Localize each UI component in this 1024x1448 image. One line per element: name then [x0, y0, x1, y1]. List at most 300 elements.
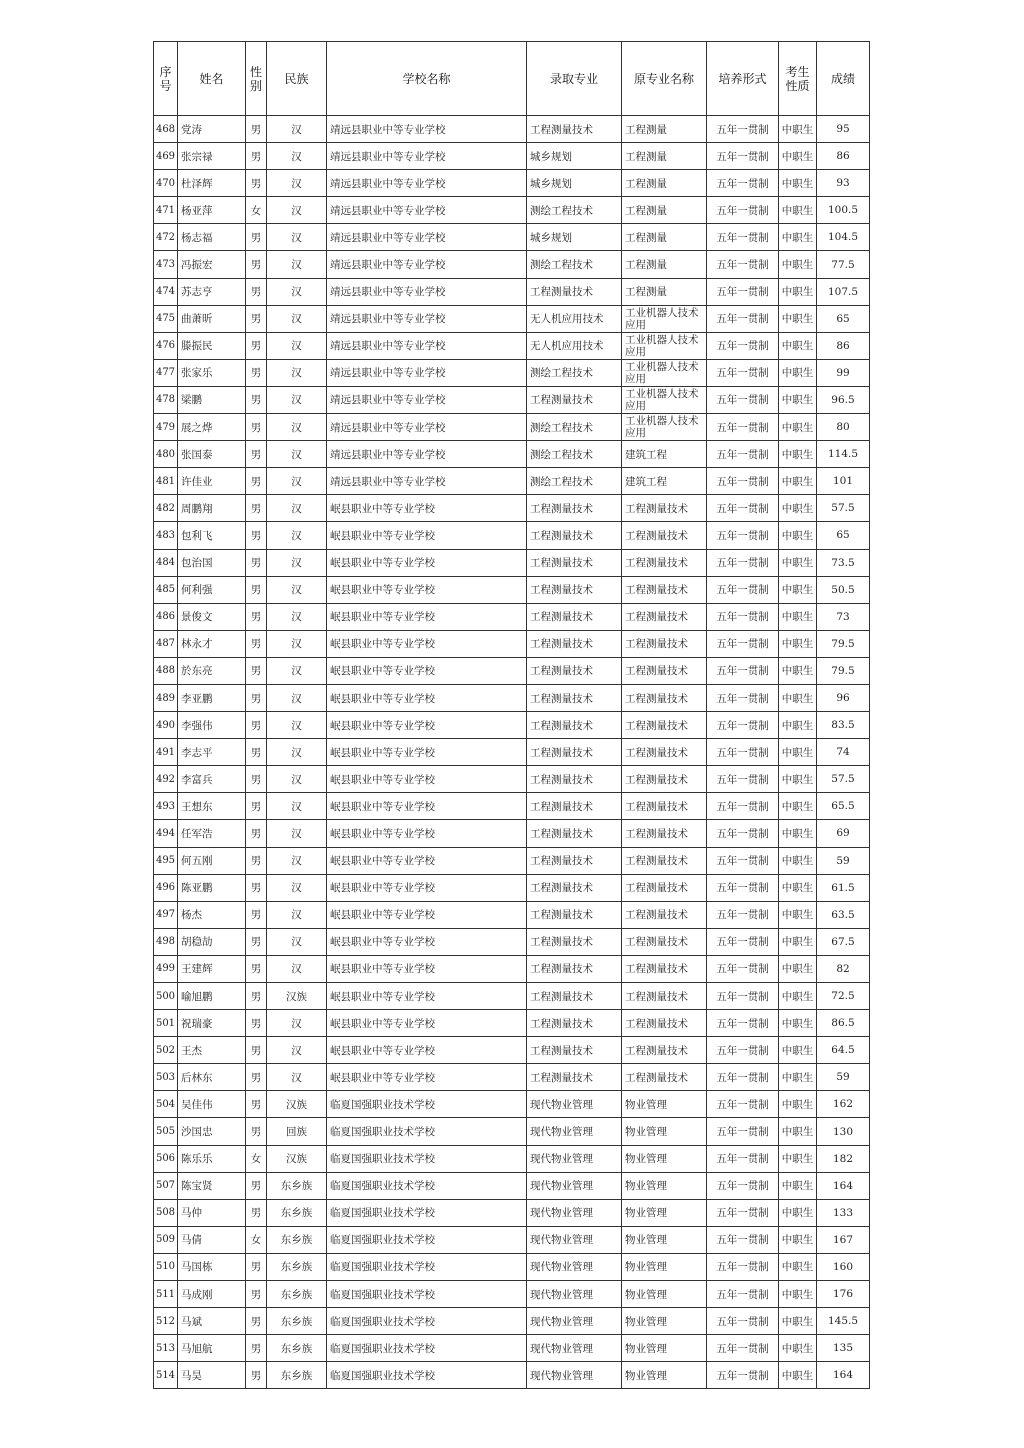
cell-admitted-major: 工程测量技术	[527, 739, 622, 766]
cell-original-major: 工程测量技术	[622, 603, 707, 630]
cell-candidate-type: 中职生	[779, 1091, 817, 1118]
cell-training-form: 五年一贯制	[707, 495, 779, 522]
cell-candidate-type: 中职生	[779, 549, 817, 576]
cell-candidate-type: 中职生	[779, 1037, 817, 1064]
table-row	[154, 414, 870, 441]
cell-candidate-type: 中职生	[779, 359, 817, 386]
cell-admitted-major: 工程测量技术	[527, 955, 622, 982]
cell-ethnicity: 汉族	[267, 1091, 327, 1118]
table-row	[154, 820, 870, 847]
cell-original-major: 工程测量技术	[622, 874, 707, 901]
header-original-major: 原专业名称	[622, 42, 707, 116]
header-score: 成绩	[817, 42, 870, 116]
cell-ethnicity: 东乡族	[267, 1226, 327, 1253]
cell-training-form: 五年一贯制	[707, 630, 779, 657]
cell-name: 张家乐	[178, 359, 246, 386]
cell-no: 513	[154, 1335, 178, 1362]
cell-school: 岷县职业中等专业学校	[327, 1064, 527, 1091]
table-row	[154, 1037, 870, 1064]
cell-ethnicity: 回族	[267, 1118, 327, 1145]
table-row	[154, 197, 870, 224]
cell-admitted-major: 工程测量技术	[527, 1037, 622, 1064]
cell-score: 99	[817, 359, 870, 386]
cell-training-form: 五年一贯制	[707, 1335, 779, 1362]
cell-training-form: 五年一贯制	[707, 305, 779, 332]
table-row	[154, 1362, 870, 1389]
cell-sex: 女	[246, 197, 267, 224]
cell-school: 岷县职业中等专业学校	[327, 712, 527, 739]
cell-sex: 男	[246, 386, 267, 413]
cell-original-major: 物业管理	[622, 1253, 707, 1280]
cell-candidate-type: 中职生	[779, 1010, 817, 1037]
cell-ethnicity: 汉	[267, 549, 327, 576]
cell-original-major: 工程测量技术	[622, 766, 707, 793]
cell-no: 493	[154, 793, 178, 820]
cell-training-form: 五年一贯制	[707, 468, 779, 495]
cell-score: 86.5	[817, 1010, 870, 1037]
cell-name: 陈乐乐	[178, 1145, 246, 1172]
cell-sex: 男	[246, 170, 267, 197]
cell-ethnicity: 汉	[267, 170, 327, 197]
cell-candidate-type: 中职生	[779, 901, 817, 928]
cell-sex: 男	[246, 576, 267, 603]
cell-training-form: 五年一贯制	[707, 414, 779, 441]
cell-candidate-type: 中职生	[779, 1118, 817, 1145]
table-row	[154, 170, 870, 197]
cell-school: 靖远县职业中等专业学校	[327, 143, 527, 170]
cell-no: 472	[154, 224, 178, 251]
table-row	[154, 1091, 870, 1118]
cell-original-major: 工程测量技术	[622, 576, 707, 603]
cell-ethnicity: 汉	[267, 116, 327, 143]
cell-admitted-major: 无人机应用技术	[527, 332, 622, 359]
cell-ethnicity: 汉	[267, 414, 327, 441]
cell-name: 李志平	[178, 739, 246, 766]
cell-sex: 男	[246, 1362, 267, 1389]
table-row	[154, 1335, 870, 1362]
table-row	[154, 955, 870, 982]
cell-sex: 男	[246, 657, 267, 684]
table-row	[154, 1118, 870, 1145]
cell-no: 506	[154, 1145, 178, 1172]
cell-name: 马成刚	[178, 1281, 246, 1308]
cell-training-form: 五年一贯制	[707, 1145, 779, 1172]
cell-candidate-type: 中职生	[779, 712, 817, 739]
cell-score: 114.5	[817, 441, 870, 468]
cell-score: 69	[817, 820, 870, 847]
cell-original-major: 工程测量技术	[622, 549, 707, 576]
cell-name: 王杰	[178, 1037, 246, 1064]
cell-school: 临夏国强职业技术学校	[327, 1362, 527, 1389]
cell-training-form: 五年一贯制	[707, 1253, 779, 1280]
cell-no: 489	[154, 684, 178, 711]
cell-training-form: 五年一贯制	[707, 1199, 779, 1226]
cell-ethnicity: 汉	[267, 820, 327, 847]
cell-no: 496	[154, 874, 178, 901]
cell-ethnicity: 汉	[267, 143, 327, 170]
cell-score: 57.5	[817, 766, 870, 793]
cell-school: 临夏国强职业技术学校	[327, 1308, 527, 1335]
cell-no: 497	[154, 901, 178, 928]
cell-no: 488	[154, 657, 178, 684]
table-row	[154, 874, 870, 901]
cell-name: 梁鹏	[178, 386, 246, 413]
cell-admitted-major: 工程测量技术	[527, 1064, 622, 1091]
cell-name: 何利强	[178, 576, 246, 603]
cell-sex: 男	[246, 1281, 267, 1308]
cell-original-major: 工程测量技术	[622, 495, 707, 522]
cell-no: 478	[154, 386, 178, 413]
table-row	[154, 684, 870, 711]
cell-ethnicity: 汉	[267, 495, 327, 522]
cell-original-major: 工程测量技术	[622, 657, 707, 684]
cell-training-form: 五年一贯制	[707, 874, 779, 901]
cell-candidate-type: 中职生	[779, 983, 817, 1010]
cell-name: 李强伟	[178, 712, 246, 739]
cell-training-form: 五年一贯制	[707, 1308, 779, 1335]
cell-school: 临夏国强职业技术学校	[327, 1145, 527, 1172]
cell-ethnicity: 汉	[267, 684, 327, 711]
cell-training-form: 五年一贯制	[707, 901, 779, 928]
cell-no: 494	[154, 820, 178, 847]
cell-candidate-type: 中职生	[779, 955, 817, 982]
cell-ethnicity: 汉	[267, 955, 327, 982]
cell-school: 靖远县职业中等专业学校	[327, 359, 527, 386]
cell-no: 508	[154, 1199, 178, 1226]
cell-no: 483	[154, 522, 178, 549]
cell-name: 王建辉	[178, 955, 246, 982]
cell-score: 107.5	[817, 278, 870, 305]
cell-admitted-major: 测绘工程技术	[527, 251, 622, 278]
cell-original-major: 物业管理	[622, 1091, 707, 1118]
cell-admitted-major: 工程测量技术	[527, 549, 622, 576]
cell-sex: 女	[246, 1145, 267, 1172]
cell-name: 王想东	[178, 793, 246, 820]
table-row	[154, 1253, 870, 1280]
cell-original-major: 工程测量	[622, 251, 707, 278]
cell-candidate-type: 中职生	[779, 576, 817, 603]
cell-school: 靖远县职业中等专业学校	[327, 386, 527, 413]
table-row	[154, 495, 870, 522]
cell-admitted-major: 工程测量技术	[527, 820, 622, 847]
cell-candidate-type: 中职生	[779, 278, 817, 305]
cell-name: 何五刚	[178, 847, 246, 874]
cell-name: 滕振民	[178, 332, 246, 359]
cell-original-major: 工程测量技术	[622, 739, 707, 766]
cell-candidate-type: 中职生	[779, 1308, 817, 1335]
cell-ethnicity: 汉	[267, 928, 327, 955]
cell-name: 马国栋	[178, 1253, 246, 1280]
cell-school: 岷县职业中等专业学校	[327, 983, 527, 1010]
cell-original-major: 工业机器人技术应用	[622, 359, 707, 386]
cell-sex: 男	[246, 766, 267, 793]
cell-no: 470	[154, 170, 178, 197]
cell-original-major: 物业管理	[622, 1281, 707, 1308]
cell-sex: 男	[246, 305, 267, 332]
cell-score: 162	[817, 1091, 870, 1118]
cell-admitted-major: 现代物业管理	[527, 1172, 622, 1199]
cell-original-major: 工业机器人技术应用	[622, 414, 707, 441]
table-row	[154, 576, 870, 603]
cell-training-form: 五年一贯制	[707, 386, 779, 413]
table-row	[154, 1010, 870, 1037]
cell-name: 冯振宏	[178, 251, 246, 278]
header-no: 序号	[154, 42, 178, 116]
cell-name: 马倩	[178, 1226, 246, 1253]
cell-admitted-major: 现代物业管理	[527, 1226, 622, 1253]
cell-no: 510	[154, 1253, 178, 1280]
cell-training-form: 五年一贯制	[707, 603, 779, 630]
cell-school: 岷县职业中等专业学校	[327, 657, 527, 684]
cell-school: 靖远县职业中等专业学校	[327, 251, 527, 278]
cell-original-major: 工程测量技术	[622, 901, 707, 928]
cell-admitted-major: 工程测量技术	[527, 874, 622, 901]
cell-no: 468	[154, 116, 178, 143]
cell-admitted-major: 工程测量技术	[527, 847, 622, 874]
cell-name: 周鹏翔	[178, 495, 246, 522]
cell-training-form: 五年一贯制	[707, 1091, 779, 1118]
cell-no: 505	[154, 1118, 178, 1145]
cell-training-form: 五年一贯制	[707, 116, 779, 143]
table-row	[154, 278, 870, 305]
cell-school: 岷县职业中等专业学校	[327, 522, 527, 549]
cell-admitted-major: 工程测量技术	[527, 793, 622, 820]
cell-training-form: 五年一贯制	[707, 1010, 779, 1037]
cell-training-form: 五年一贯制	[707, 1172, 779, 1199]
cell-original-major: 工程测量技术	[622, 522, 707, 549]
table-row	[154, 386, 870, 413]
cell-training-form: 五年一贯制	[707, 143, 779, 170]
cell-no: 480	[154, 441, 178, 468]
cell-no: 503	[154, 1064, 178, 1091]
table-row	[154, 793, 870, 820]
cell-school: 岷县职业中等专业学校	[327, 955, 527, 982]
cell-original-major: 工程测量技术	[622, 793, 707, 820]
cell-ethnicity: 汉	[267, 901, 327, 928]
cell-score: 93	[817, 170, 870, 197]
cell-original-major: 物业管理	[622, 1308, 707, 1335]
cell-ethnicity: 汉	[267, 712, 327, 739]
cell-score: 73.5	[817, 549, 870, 576]
cell-candidate-type: 中职生	[779, 1362, 817, 1389]
cell-name: 喻旭鹏	[178, 983, 246, 1010]
cell-admitted-major: 工程测量技术	[527, 928, 622, 955]
cell-sex: 男	[246, 1037, 267, 1064]
header-name: 姓名	[178, 42, 246, 116]
cell-name: 祝瑞豪	[178, 1010, 246, 1037]
cell-score: 164	[817, 1362, 870, 1389]
cell-training-form: 五年一贯制	[707, 197, 779, 224]
cell-score: 79.5	[817, 630, 870, 657]
cell-training-form: 五年一贯制	[707, 170, 779, 197]
cell-candidate-type: 中职生	[779, 1172, 817, 1199]
cell-name: 党涛	[178, 116, 246, 143]
cell-sex: 男	[246, 1118, 267, 1145]
cell-score: 182	[817, 1145, 870, 1172]
cell-training-form: 五年一贯制	[707, 820, 779, 847]
cell-admitted-major: 工程测量技术	[527, 657, 622, 684]
cell-school: 岷县职业中等专业学校	[327, 766, 527, 793]
cell-training-form: 五年一贯制	[707, 1226, 779, 1253]
cell-ethnicity: 东乡族	[267, 1335, 327, 1362]
cell-candidate-type: 中职生	[779, 1145, 817, 1172]
cell-name: 曲萧昕	[178, 305, 246, 332]
cell-training-form: 五年一贯制	[707, 1281, 779, 1308]
table-row	[154, 928, 870, 955]
cell-score: 80	[817, 414, 870, 441]
cell-ethnicity: 东乡族	[267, 1172, 327, 1199]
cell-name: 吴佳伟	[178, 1091, 246, 1118]
cell-ethnicity: 汉	[267, 847, 327, 874]
cell-ethnicity: 汉	[267, 739, 327, 766]
cell-training-form: 五年一贯制	[707, 928, 779, 955]
table-row	[154, 1308, 870, 1335]
cell-candidate-type: 中职生	[779, 1253, 817, 1280]
cell-ethnicity: 汉	[267, 522, 327, 549]
table-row	[154, 1281, 870, 1308]
cell-original-major: 物业管理	[622, 1335, 707, 1362]
cell-sex: 男	[246, 983, 267, 1010]
cell-score: 96.5	[817, 386, 870, 413]
cell-sex: 男	[246, 251, 267, 278]
cell-score: 86	[817, 332, 870, 359]
cell-admitted-major: 工程测量技术	[527, 495, 622, 522]
table-row	[154, 766, 870, 793]
cell-ethnicity: 汉	[267, 630, 327, 657]
cell-score: 72.5	[817, 983, 870, 1010]
cell-original-major: 工程测量技术	[622, 712, 707, 739]
cell-school: 临夏国强职业技术学校	[327, 1091, 527, 1118]
cell-admitted-major: 工程测量技术	[527, 901, 622, 928]
cell-school: 岷县职业中等专业学校	[327, 928, 527, 955]
cell-candidate-type: 中职生	[779, 251, 817, 278]
cell-school: 岷县职业中等专业学校	[327, 549, 527, 576]
cell-sex: 男	[246, 603, 267, 630]
cell-original-major: 工业机器人技术应用	[622, 305, 707, 332]
cell-no: 514	[154, 1362, 178, 1389]
cell-score: 83.5	[817, 712, 870, 739]
cell-original-major: 工程测量技术	[622, 1064, 707, 1091]
cell-training-form: 五年一贯制	[707, 657, 779, 684]
cell-admitted-major: 城乡规划	[527, 224, 622, 251]
cell-candidate-type: 中职生	[779, 630, 817, 657]
cell-candidate-type: 中职生	[779, 603, 817, 630]
admission-table	[153, 41, 870, 1389]
table-row	[154, 1226, 870, 1253]
cell-name: 马斌	[178, 1308, 246, 1335]
cell-original-major: 工程测量	[622, 197, 707, 224]
cell-original-major: 物业管理	[622, 1145, 707, 1172]
cell-candidate-type: 中职生	[779, 1335, 817, 1362]
cell-sex: 男	[246, 278, 267, 305]
cell-admitted-major: 测绘工程技术	[527, 441, 622, 468]
cell-no: 475	[154, 305, 178, 332]
cell-no: 486	[154, 603, 178, 630]
cell-original-major: 建筑工程	[622, 441, 707, 468]
cell-sex: 男	[246, 739, 267, 766]
cell-no: 471	[154, 197, 178, 224]
cell-sex: 男	[246, 820, 267, 847]
cell-admitted-major: 现代物业管理	[527, 1362, 622, 1389]
cell-no: 469	[154, 143, 178, 170]
cell-school: 靖远县职业中等专业学校	[327, 414, 527, 441]
cell-score: 167	[817, 1226, 870, 1253]
cell-candidate-type: 中职生	[779, 766, 817, 793]
cell-ethnicity: 汉	[267, 251, 327, 278]
cell-candidate-type: 中职生	[779, 847, 817, 874]
cell-admitted-major: 现代物业管理	[527, 1199, 622, 1226]
table-row	[154, 739, 870, 766]
cell-sex: 男	[246, 847, 267, 874]
header-ethnicity: 民族	[267, 42, 327, 116]
cell-sex: 男	[246, 1010, 267, 1037]
cell-school: 岷县职业中等专业学校	[327, 901, 527, 928]
cell-no: 481	[154, 468, 178, 495]
cell-ethnicity: 汉	[267, 359, 327, 386]
cell-original-major: 工程测量技术	[622, 684, 707, 711]
cell-name: 景俊文	[178, 603, 246, 630]
table-row	[154, 116, 870, 143]
cell-sex: 男	[246, 224, 267, 251]
cell-sex: 男	[246, 1064, 267, 1091]
cell-score: 79.5	[817, 657, 870, 684]
cell-score: 96	[817, 684, 870, 711]
cell-name: 苏志亨	[178, 278, 246, 305]
cell-training-form: 五年一贯制	[707, 793, 779, 820]
cell-candidate-type: 中职生	[779, 495, 817, 522]
cell-candidate-type: 中职生	[779, 684, 817, 711]
cell-admitted-major: 城乡规划	[527, 170, 622, 197]
cell-original-major: 工程测量技术	[622, 1010, 707, 1037]
cell-ethnicity: 汉族	[267, 1145, 327, 1172]
cell-candidate-type: 中职生	[779, 522, 817, 549]
header-sex: 性别	[246, 42, 267, 116]
cell-ethnicity: 汉	[267, 197, 327, 224]
header-admitted-major: 录取专业	[527, 42, 622, 116]
cell-admitted-major: 工程测量技术	[527, 603, 622, 630]
cell-no: 509	[154, 1226, 178, 1253]
cell-school: 岷县职业中等专业学校	[327, 1037, 527, 1064]
table-row	[154, 657, 870, 684]
cell-admitted-major: 工程测量技术	[527, 766, 622, 793]
cell-original-major: 工程测量	[622, 143, 707, 170]
cell-sex: 男	[246, 874, 267, 901]
cell-original-major: 物业管理	[622, 1226, 707, 1253]
cell-original-major: 工程测量技术	[622, 1037, 707, 1064]
cell-name: 杜泽辉	[178, 170, 246, 197]
cell-name: 许佳业	[178, 468, 246, 495]
cell-name: 张国泰	[178, 441, 246, 468]
cell-sex: 男	[246, 1253, 267, 1280]
cell-admitted-major: 工程测量技术	[527, 576, 622, 603]
table-row	[154, 143, 870, 170]
cell-candidate-type: 中职生	[779, 143, 817, 170]
cell-original-major: 工业机器人技术应用	[622, 332, 707, 359]
cell-score: 74	[817, 739, 870, 766]
cell-admitted-major: 现代物业管理	[527, 1253, 622, 1280]
cell-training-form: 五年一贯制	[707, 576, 779, 603]
cell-candidate-type: 中职生	[779, 414, 817, 441]
cell-score: 135	[817, 1335, 870, 1362]
cell-name: 任军浩	[178, 820, 246, 847]
cell-name: 胡稳劼	[178, 928, 246, 955]
cell-training-form: 五年一贯制	[707, 332, 779, 359]
cell-admitted-major: 测绘工程技术	[527, 359, 622, 386]
cell-candidate-type: 中职生	[779, 1199, 817, 1226]
cell-original-major: 物业管理	[622, 1362, 707, 1389]
cell-admitted-major: 工程测量技术	[527, 712, 622, 739]
cell-ethnicity: 东乡族	[267, 1199, 327, 1226]
